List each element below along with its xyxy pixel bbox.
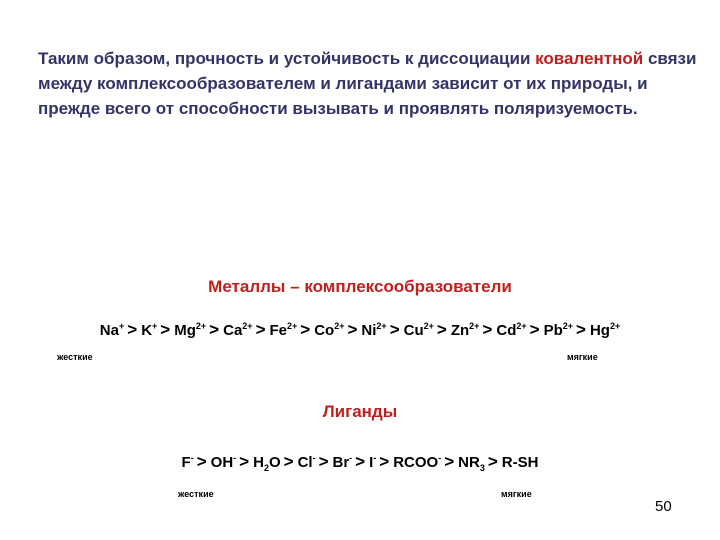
ligand: F- xyxy=(181,453,194,471)
greater-than-sign: > xyxy=(436,320,447,339)
intro-text-end: связи между комплексообразователем и лигандами зависит от их природы, и прежде всего от способности вызывать и проявлять поляризуемость. xyxy=(38,49,697,118)
metal-ion: $Cd^{2+}$ xyxy=(496,321,527,339)
metal-ion: $Hg^{2+}$ xyxy=(589,321,621,339)
ligands-hard-label: жесткие xyxy=(178,489,214,499)
metal-ion: $Pb^{2+}$ xyxy=(543,321,573,339)
greater-than-sign: > xyxy=(576,320,586,339)
greater-than-sign: > xyxy=(318,452,329,471)
greater-than-sign: > xyxy=(529,320,540,339)
greater-than-sign: > xyxy=(487,452,498,471)
ligand: OH- xyxy=(210,453,237,471)
greater-than-sign: > xyxy=(255,320,266,339)
metal-ion: $Cu^{2+}$ xyxy=(403,321,434,339)
ligand: I- xyxy=(369,453,377,471)
greater-than-sign: > xyxy=(347,320,358,339)
metals-series xyxy=(0,320,720,340)
metal-ion: $Zn^{2+}$ xyxy=(450,321,480,339)
greater-than-sign: > xyxy=(160,320,171,339)
ligand: Cl- xyxy=(297,453,316,471)
ligands-heading: Лиганды xyxy=(322,402,398,421)
metal-ion: $Ca^{2+}$ xyxy=(223,321,253,339)
ligand: $NR_3$ xyxy=(458,454,485,473)
greater-than-sign: > xyxy=(127,320,138,339)
greater-than-sign: > xyxy=(209,320,220,339)
greater-than-sign: > xyxy=(283,452,294,471)
greater-than-sign: > xyxy=(355,452,366,471)
page-number: 50 xyxy=(655,498,672,515)
ligand: $H_2O$ xyxy=(253,454,281,473)
ligand: R-SH xyxy=(501,454,539,471)
intro-paragraph xyxy=(38,46,708,121)
greater-than-sign: > xyxy=(482,320,493,339)
greater-than-sign: > xyxy=(389,320,400,339)
intro-highlight: ковалентной xyxy=(535,49,644,68)
ligands-series xyxy=(0,452,720,472)
greater-than-sign: > xyxy=(196,452,207,471)
metals-soft-label: мягкие xyxy=(567,352,598,362)
intro-text-start: Таким образом, прочность и устойчивость к диссоциации xyxy=(38,49,536,68)
metal-ion: $Co^{2+}$ xyxy=(314,321,345,339)
ligands-soft-label: мягкие xyxy=(501,489,532,499)
metal-ion: K+ xyxy=(141,321,158,339)
ligand: Br- xyxy=(332,453,353,471)
ligand: RCOO- xyxy=(393,453,442,471)
metal-ion: $Ni^{2+}$ xyxy=(361,321,387,339)
greater-than-sign: > xyxy=(379,452,390,471)
greater-than-sign: > xyxy=(444,452,455,471)
greater-than-sign: > xyxy=(239,452,250,471)
metals-hard-label: жесткие xyxy=(57,352,93,362)
metal-ion: $Fe^{2+}$ xyxy=(269,321,298,339)
greater-than-sign: > xyxy=(300,320,311,339)
metals-heading: Металлы – комплексообразователи xyxy=(208,277,512,296)
metal-ion: $Mg^{2+}$ xyxy=(174,321,207,339)
metal-ion: Na+ xyxy=(99,321,125,339)
